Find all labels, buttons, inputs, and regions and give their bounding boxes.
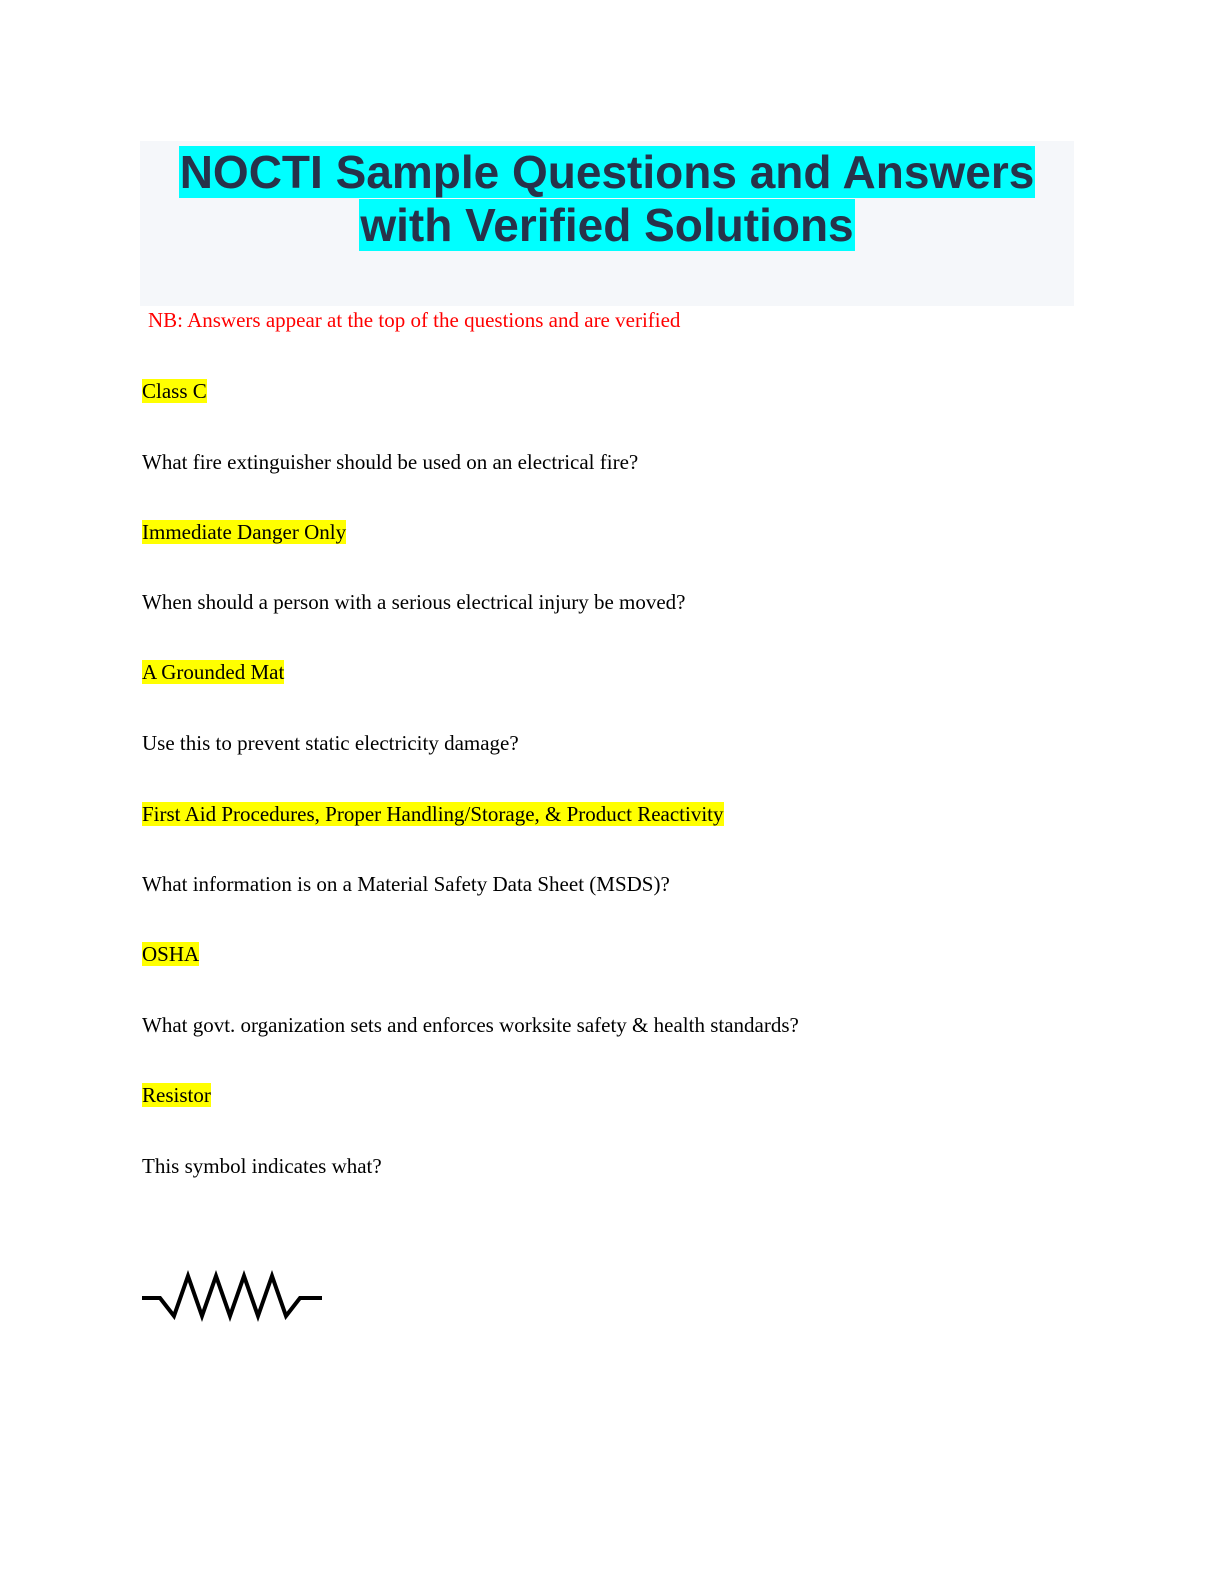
title-line-2-text: with Verified Solutions: [360, 199, 854, 251]
answer-3-text: A Grounded Mat: [142, 660, 285, 684]
answer-1-text: Class C: [142, 379, 207, 403]
answer-6: [142, 1081, 211, 1109]
question-1: What fire extinguisher should be used on an electrical fire?: [142, 450, 639, 474]
resistor-symbol-icon: [142, 1268, 322, 1324]
answer-5-text: OSHA: [142, 942, 200, 966]
answer-5: [142, 940, 199, 968]
title-line-1-text: NOCTI Sample Questions and Answers: [179, 146, 1035, 198]
question-4: What information is on a Material Safety Data Sheet (MSDS)?: [142, 872, 670, 896]
answer-1: [142, 377, 207, 405]
title-box: [140, 141, 1074, 306]
question-3: Use this to prevent static electricity damage?: [142, 731, 519, 755]
answer-4: [142, 800, 724, 828]
answers-note: NB: Answers appear at the top of the questions and are verified: [148, 308, 681, 332]
answer-3: [142, 658, 284, 686]
answer-2: [142, 518, 346, 546]
title-line-2: [140, 198, 1074, 252]
answer-6-text: Resistor: [142, 1083, 211, 1107]
answer-4-text: First Aid Procedures, Proper Handling/Storage, & Product Reactivity: [142, 802, 724, 826]
question-6: This symbol indicates what?: [142, 1154, 382, 1178]
title-line-1: [140, 145, 1074, 199]
answer-2-text: Immediate Danger Only: [142, 520, 347, 544]
question-2: When should a person with a serious electrical injury be moved?: [142, 590, 686, 614]
question-5: What govt. organization sets and enforces worksite safety & health standards?: [142, 1013, 799, 1037]
